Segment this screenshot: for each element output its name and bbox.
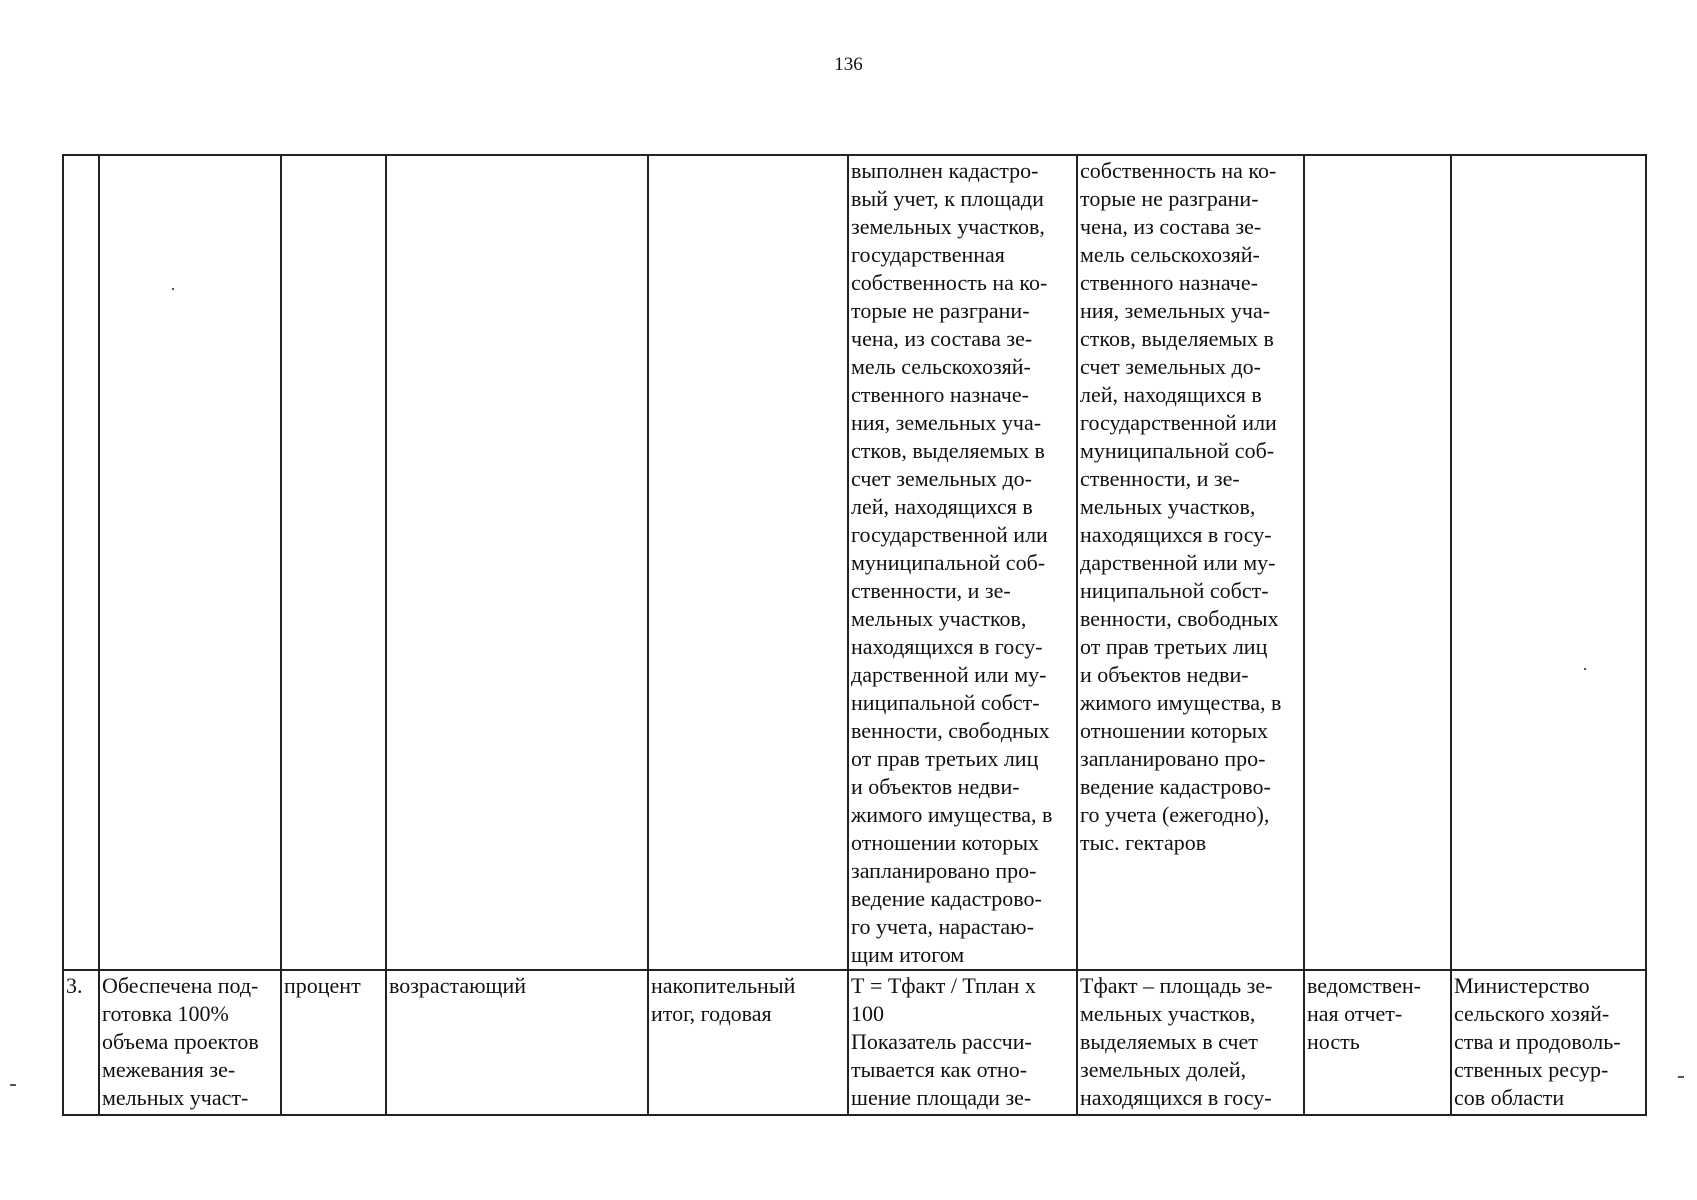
cell-formula: выполнен кадастро- вый учет, к площади земельных участков, государственная собственность на ко- торые не разграни- чена, из состава зе- мель сельскохозяй- ственного назначе- ния, земельных уча- стков, выделяемых в счет земельных до- лей, находящихся в государственной или муниципальной соб- ственности, и зе- мельных участков, находящихся в госу- дарственной или му- ниципальной собст- венности, свободных от прав третьих лиц и объектов недви- жимого имущества, в отношении которых запланировано про- ведение кадастрово- го учета, нарастаю- щим итогом	[848, 155, 1077, 970]
indicators-table	[62, 154, 1647, 1116]
scan-speck	[10, 1084, 16, 1086]
scan-speck	[1678, 1076, 1684, 1078]
cell-responsible: Министерство сельского хозяй- ства и продоволь- ственных ресур- сов области	[1451, 970, 1646, 1115]
cell-responsible	[1451, 155, 1646, 970]
cell-unit	[281, 155, 386, 970]
cell-variables: Тфакт – площадь зе- мельных участков, выделяемых в счет земельных долей, находящихся в госу-	[1077, 970, 1304, 1115]
cell-variables: собственность на ко- торые не разграни- чена, из состава зе- мель сельскохозяй- ственного назначе- ния, земельных уча- стков, выделяемых в счет земельных до- лей, находящихся в государственной или муниципальной соб- ственности, и зе- мельных участков, находящихся в госу- дарственной или му- ниципальной собст- венности, свободных от прав третьих лиц и объектов недви- жимого имущества, в отношении которых запланировано про- ведение кадастрово- го учета (ежегодно), тыс. гектаров	[1077, 155, 1304, 970]
table-row	[63, 970, 1646, 1115]
cell-number: 3.	[63, 970, 99, 1115]
scan-speck	[172, 288, 174, 290]
page-number: 136	[834, 54, 863, 75]
cell-number	[63, 155, 99, 970]
cell-dynamics	[386, 155, 648, 970]
scan-speck	[1584, 668, 1586, 670]
table-row	[63, 155, 1646, 970]
cell-periodicity	[648, 155, 848, 970]
cell-source: ведомствен- ная отчет- ность	[1304, 970, 1451, 1115]
cell-indicator-name	[99, 155, 281, 970]
cell-dynamics: возрастающий	[386, 970, 648, 1115]
cell-periodicity: накопительный итог, годовая	[648, 970, 848, 1115]
cell-unit: процент	[281, 970, 386, 1115]
cell-source	[1304, 155, 1451, 970]
cell-indicator-name: Обеспечена под- готовка 100% объема проектов межевания зе- мельных участ-	[99, 970, 281, 1115]
cell-formula: Т = Тфакт / Тплан х 100 Показатель рассчи- тывается как отно- шение площади зе-	[848, 970, 1077, 1115]
